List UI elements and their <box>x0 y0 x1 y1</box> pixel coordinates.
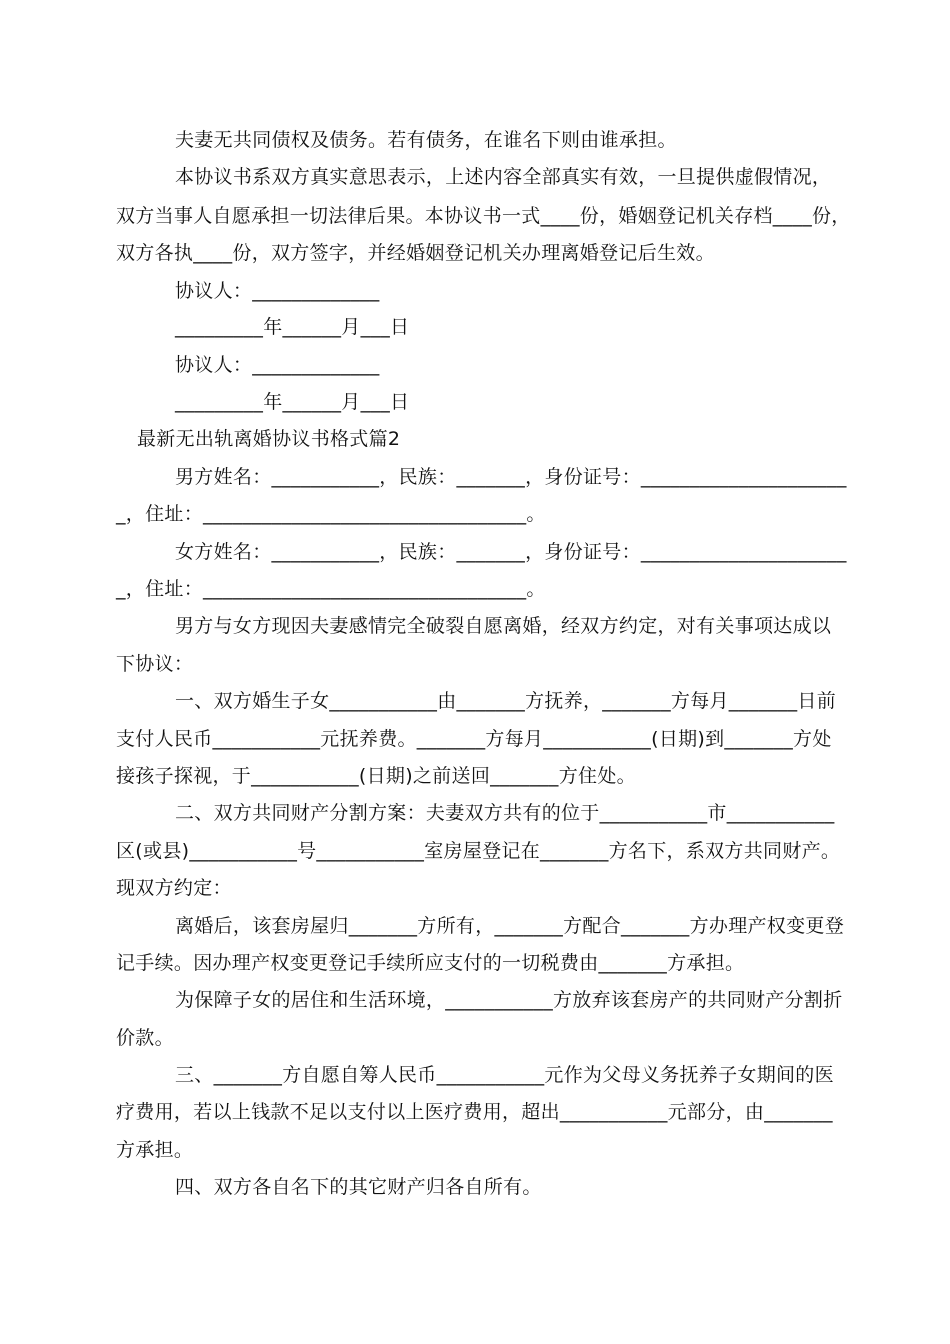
paragraph-line: 为保障子女的居住和生活环境，___________方放弃该套房产的共同财产分割折 <box>175 989 843 1011</box>
section-title: 最新无出轨离婚协议书格式篇2 <box>137 428 401 450</box>
paragraph-line: 区(或县)___________号___________室房屋登记在_______方名下，系双方共同财产。 <box>116 840 841 862</box>
paragraph-line: 二、双方共同财产分割方案：夫妻双方共有的位于___________市___________ <box>175 802 835 824</box>
paragraph-line: 双方各执____份，双方签字，并经婚姻登记机关办理离婚登记后生效。 <box>116 242 715 264</box>
paragraph-line: 方承担。 <box>116 1139 194 1161</box>
signatory-label: 协议人：_____________ <box>175 354 380 376</box>
date-line: _________年______月___日 <box>175 391 410 413</box>
paragraph-line: _，住址：_________________________________。 <box>116 578 546 600</box>
date-line: _________年______月___日 <box>175 316 410 338</box>
paragraph-line: 现双方约定： <box>116 877 232 899</box>
paragraph-line: 四、双方各自名下的其它财产归各自所有。 <box>175 1176 542 1198</box>
paragraph-line: 支付人民币___________元抚养费。_______方每月___________(日期)到_______方处 <box>116 728 832 750</box>
paragraph-line: 本协议书系双方真实意思表示，上述内容全部真实有效，一旦提供虚假情况， <box>175 166 832 188</box>
paragraph-line: 男方姓名：___________，民族：_______，身份证号：_____________________ <box>175 466 847 488</box>
paragraph-line: 女方姓名：___________，民族：_______，身份证号：_____________________ <box>175 541 847 563</box>
paragraph-line: 记手续。因办理产权变更登记手续所应支付的一切税费由_______方承担。 <box>116 952 745 974</box>
paragraph-line: 男方与女方现因夫妻感情完全破裂自愿离婚，经双方约定，对有关事项达成以 <box>175 615 832 637</box>
paragraph-line: 接孩子探视，于___________(日期)之前送回_______方住处。 <box>116 765 636 787</box>
paragraph-line: 离婚后，该套房屋归_______方所有，_______方配合_______方办理产权变更登 <box>175 915 845 937</box>
paragraph-line: 三、_______方自愿自筹人民币___________元作为父母义务抚养子女期间的医 <box>175 1064 834 1086</box>
paragraph-line: 双方当事人自愿承担一切法律后果。本协议书一式____份，婚姻登记机关存档____份， <box>116 205 851 227</box>
signatory-label: 协议人：_____________ <box>175 280 380 302</box>
paragraph-line: 下协议： <box>116 653 194 675</box>
paragraph-line: 价款。 <box>116 1027 174 1049</box>
paragraph-line: 疗费用，若以上钱款不足以支付以上医疗费用，超出___________元部分，由_______ <box>116 1101 833 1123</box>
paragraph-line: _，住址：_________________________________。 <box>116 503 546 525</box>
paragraph-line: 夫妻无共同债权及债务。若有债务，在谁名下则由谁承担。 <box>175 129 677 151</box>
paragraph-line: 一、双方婚生子女___________由_______方抚养，_______方每月_______日前 <box>175 690 837 712</box>
